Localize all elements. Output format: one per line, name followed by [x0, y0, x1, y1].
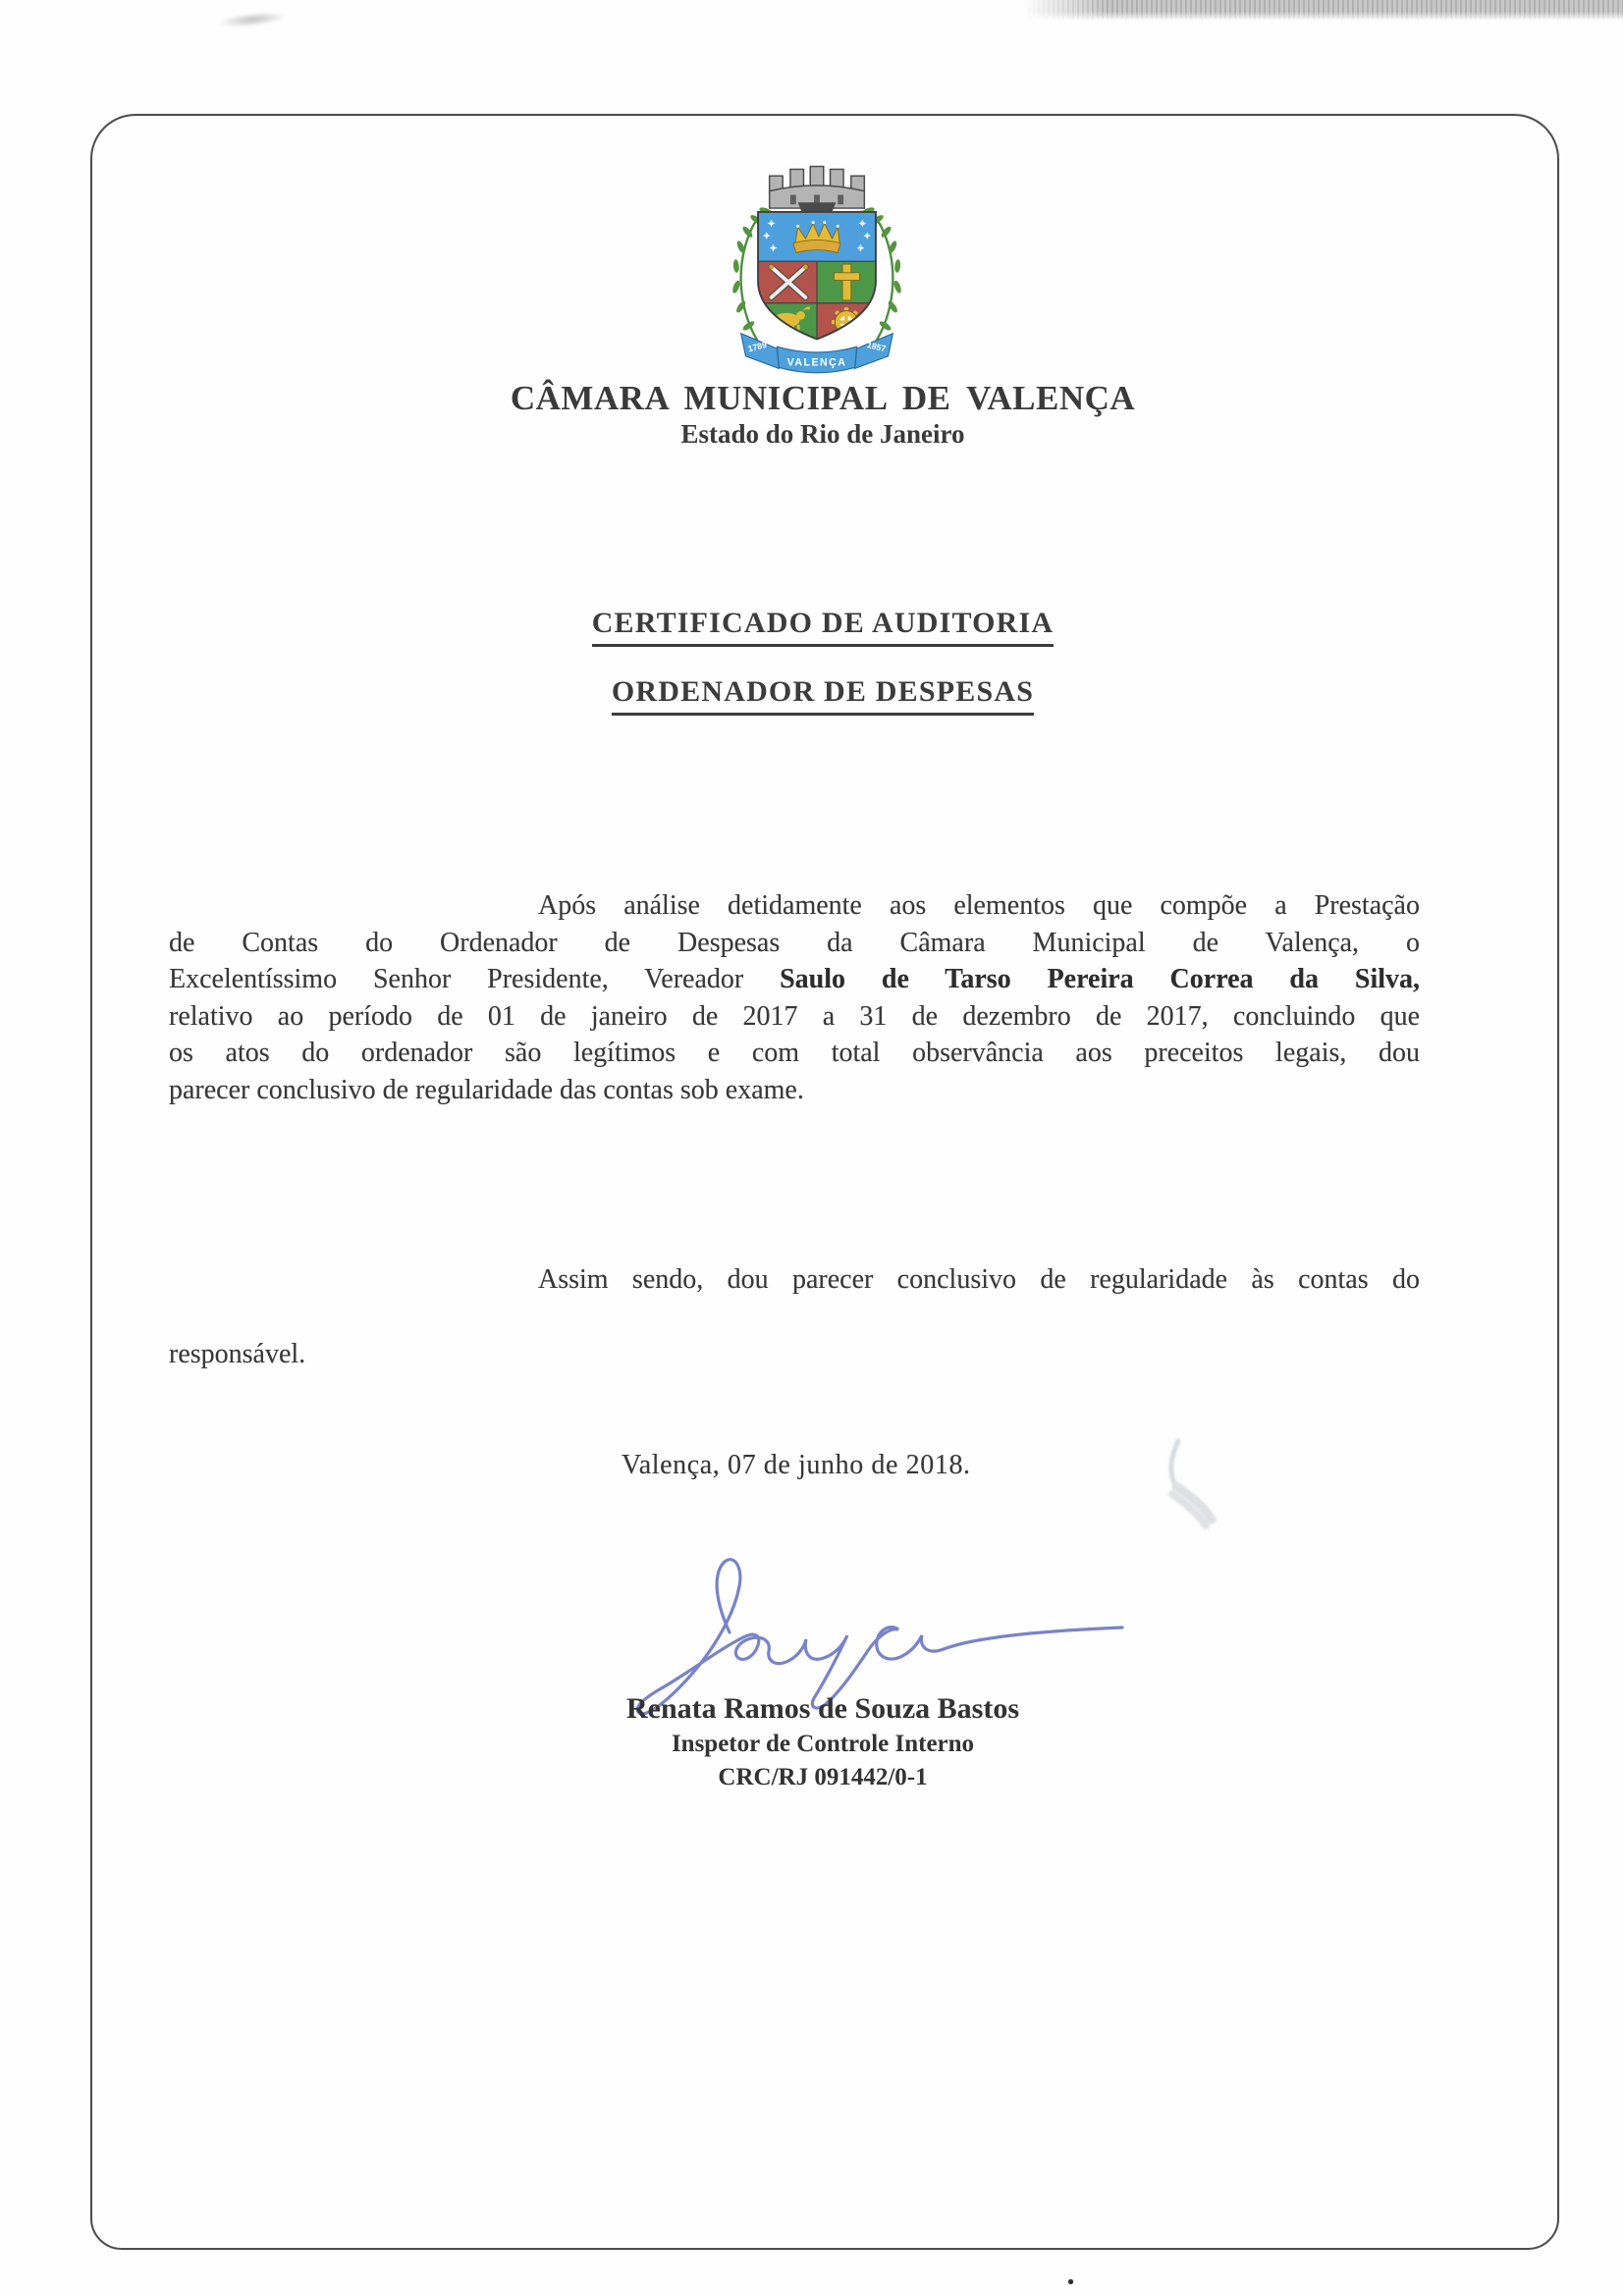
scan-artifact-dot — [1068, 2279, 1073, 2284]
shield — [758, 212, 876, 343]
document-title-line1: CERTIFICADO DE AUDITORIA — [90, 607, 1555, 640]
signer-role: Inspetor de Controle Interno — [671, 1731, 975, 1757]
paragraph-line: responsável. — [169, 1339, 306, 1369]
signature-block — [90, 1690, 1555, 1794]
scan-artifact-top-band — [1023, 0, 1623, 21]
responsible-name-bold: Saulo de Tarso Pereira Correa da Silva, — [780, 964, 1420, 994]
paragraph-line: Após análise detidamente aos elementos que compõe a Prestação — [538, 890, 1420, 921]
ribbon-city-name: VALENÇA — [786, 356, 847, 369]
paragraph-line: parecer conclusivo de regularidade das contas sob exame. — [169, 1074, 804, 1105]
paragraph-line: de Contas do Ordenador de Despesas da Câmara Municipal de Valença, o — [169, 927, 1420, 958]
municipal-coat-of-arms — [699, 153, 935, 381]
body-paragraph-1 — [169, 887, 1420, 1108]
document-title-line2: ORDENADOR DE DESPESAS — [90, 675, 1555, 709]
mural-crown-icon — [770, 167, 865, 212]
paragraph-line: Assim sendo, dou parecer conclusivo de regularidade às contas do — [538, 1264, 1420, 1295]
ribbon-year-left: 1789 — [746, 339, 768, 354]
signer-registration: CRC/RJ 091442/0-1 — [718, 1764, 928, 1790]
gear-icon — [832, 307, 861, 337]
body-paragraph-2 — [169, 1243, 1420, 1392]
paragraph-line: relativo ao período de 01 de janeiro de 2017 a 31 de dezembro de 2017, concluindo que — [169, 1000, 1420, 1032]
ribbon-year-right: 1857 — [866, 339, 888, 354]
organization-name: CÂMARA MUNICIPAL DE VALENÇA — [510, 379, 1136, 417]
organization-state: Estado do Rio de Janeiro — [680, 419, 965, 449]
signer-name: Renata Ramos de Souza Bastos — [625, 1692, 1020, 1725]
date-place-line: Valença, 07 de junho de 2018. — [622, 1450, 971, 1480]
paragraph-line: os atos do ordenador são legítimos e com total observância aos preceitos legais, dou — [169, 1038, 1420, 1068]
scan-artifact-smudge-top — [217, 9, 287, 29]
paragraph-line: Excelentíssimo Senhor Presidente, Vereador Saulo de Tarso Pereira Correa da Silva, — [169, 964, 1420, 994]
